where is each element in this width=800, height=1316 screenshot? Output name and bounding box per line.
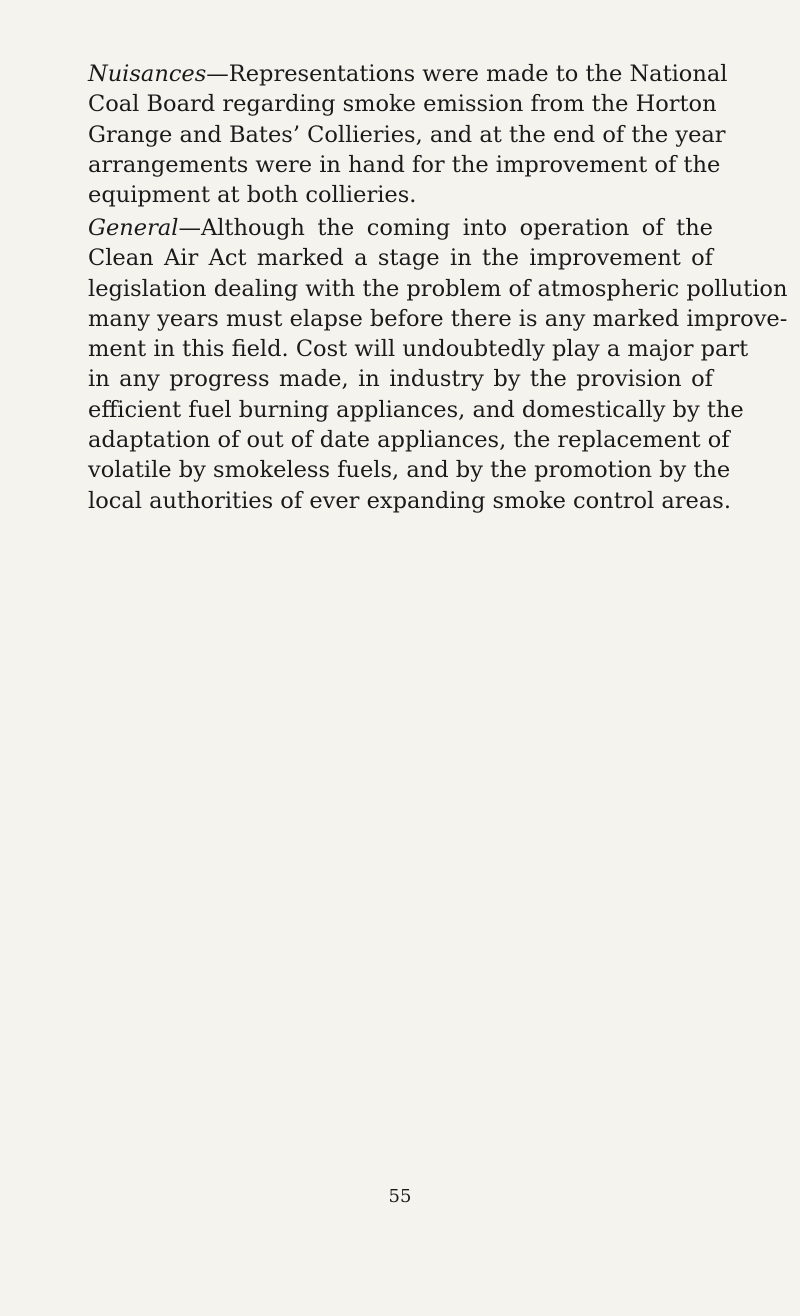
paragraph-line: General—Although the coming into operation of the <box>88 215 713 241</box>
paragraph-general <box>88 213 788 516</box>
paragraph-line: in any progress made, in industry by the provision of <box>88 366 713 393</box>
paragraph-heading-nuisances: Nuisances <box>88 61 207 87</box>
paragraph-line: Coal Board regarding smoke emission from the Horton <box>88 91 717 118</box>
paragraph-line: ment in this field. Cost will undoubtedly play a major part <box>88 336 749 363</box>
paragraph-line: efficient fuel burning appliances, and domestically by the <box>88 396 744 423</box>
paragraph-line: Nuisances—Representations were made to the National <box>88 61 728 87</box>
paragraph-line: volatile by smokeless fuels, and by the promotion by the <box>88 457 731 484</box>
paragraph-heading-general: General <box>88 215 179 241</box>
paragraph-line: Clean Air Act marked a stage in the improvement of <box>88 245 713 272</box>
paragraph-line: equipment at both collieries. <box>88 182 417 209</box>
paragraph-line: legislation dealing with the problem of atmospheric pollution <box>88 275 788 302</box>
page-number: 55 <box>388 1186 412 1207</box>
paragraph-line: Grange and Bates’ Collieries, and at the end of the year <box>88 121 726 148</box>
paragraph-line: adaptation of out of date appliances, the replacement of <box>88 427 730 454</box>
paragraph-line: many years must elapse before there is any marked improve- <box>88 305 788 332</box>
paragraph-line: arrangements were in hand for the improvement of the <box>88 151 721 178</box>
paragraph-nuisances <box>88 59 728 210</box>
paragraph-line: local authorities of ever expanding smoke control areas. <box>88 487 731 514</box>
